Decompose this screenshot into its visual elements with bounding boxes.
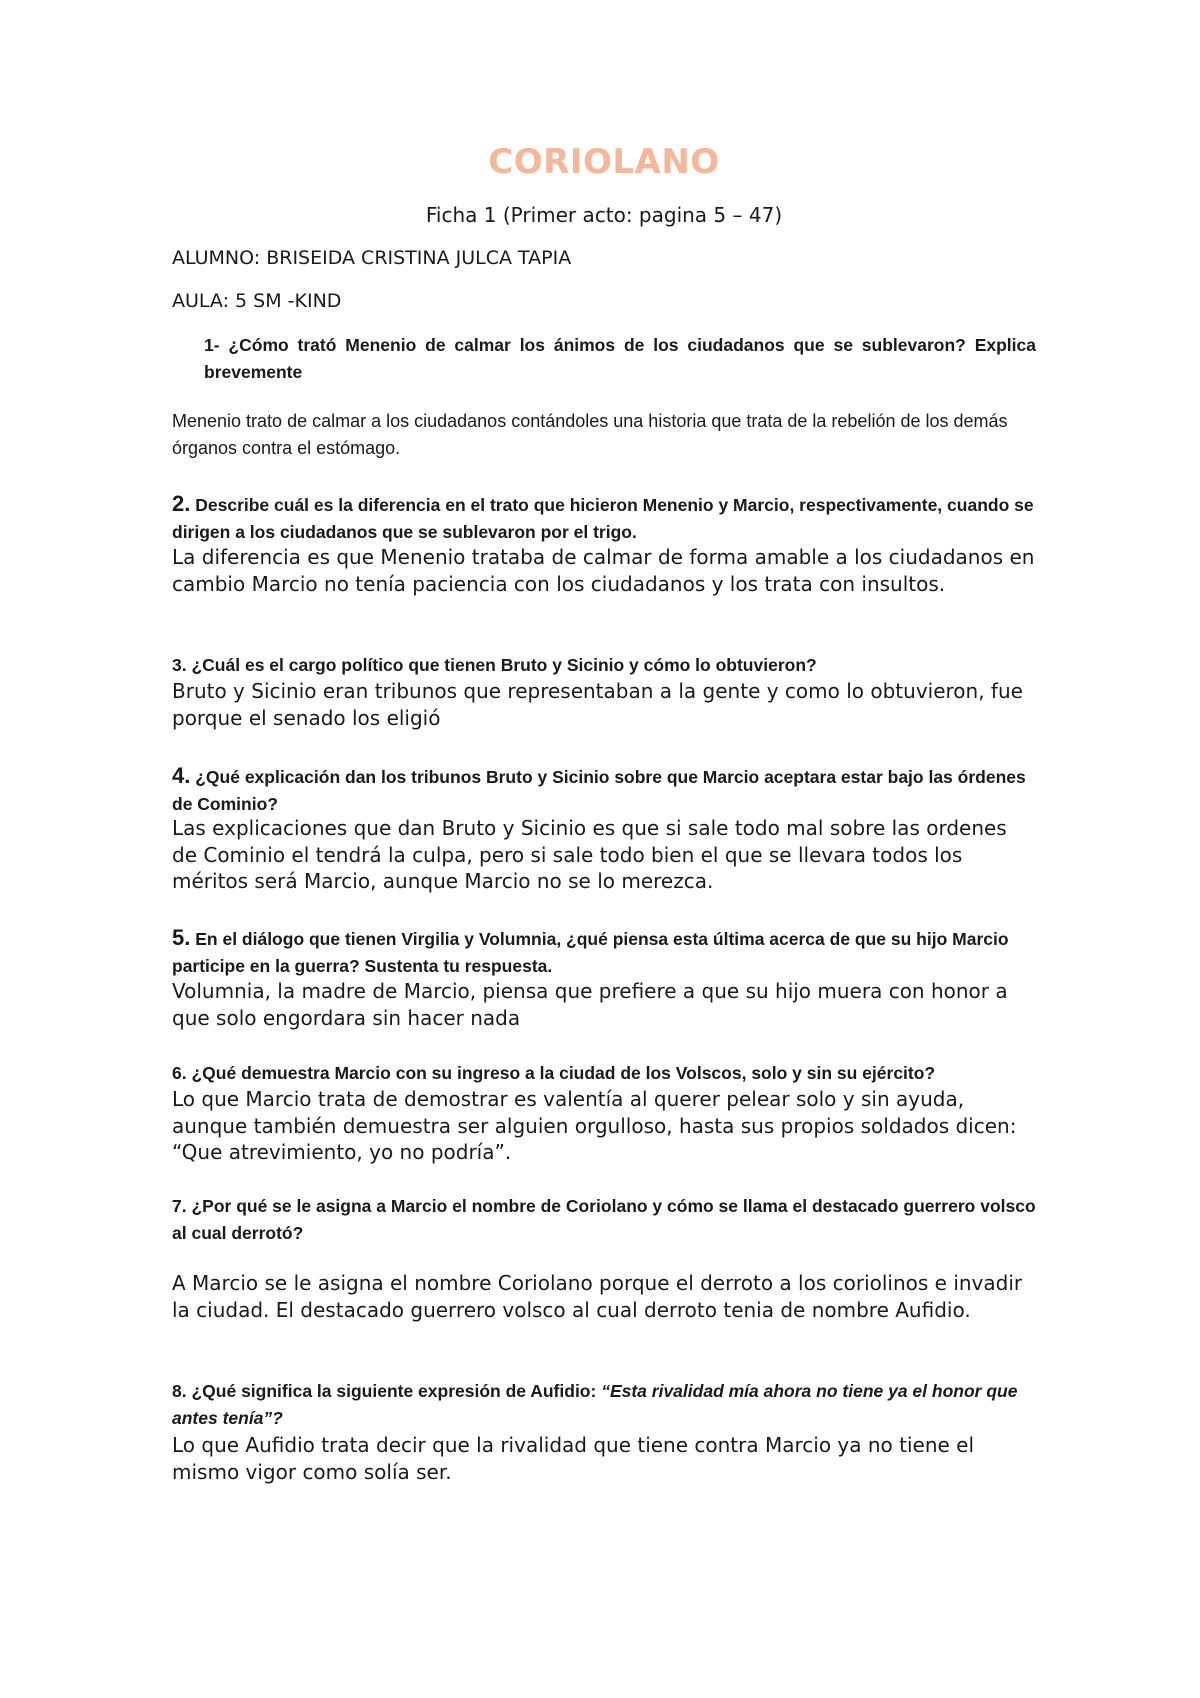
answer-1: Menenio trato de calmar a los ciudadanos contándoles una historia que trata de la rebelión de los demás órganos contra el estómago. — [172, 411, 1008, 458]
question-5 — [172, 924, 1036, 980]
question-1 — [204, 332, 1036, 386]
question-number: 5. — [172, 925, 191, 950]
question-number: 6. — [172, 1063, 187, 1083]
question-text: ¿Cuál es el cargo político que tienen Bruto y Sicinio y cómo lo obtuvieron? — [191, 655, 817, 675]
question-text: ¿Qué explicación dan los tribunos Bruto y Sicinio sobre que Marcio aceptara estar bajo las órdenes de Cominio? — [172, 767, 1026, 814]
question-number: 7. — [172, 1196, 187, 1216]
question-text: ¿Cómo trató Menenio de calmar los ánimos de los ciudadanos que se sublevaron? Explica brevemente — [204, 335, 1036, 382]
question-8 — [172, 1378, 1036, 1432]
answer-6: Lo que Marcio trata de demostrar es valentía al querer pelear solo y sin ayuda, aunque también demuestra ser alguien orgulloso, hasta sus propios soldados dicen: “Que atrevimiento, yo no podría”. — [172, 1087, 1017, 1164]
document-subtitle: Ficha 1 (Primer acto: pagina 5 – 47) — [425, 203, 783, 227]
question-number: 3. — [172, 655, 187, 675]
question-text: ¿Qué significa la siguiente expresión de Aufidio: — [191, 1381, 597, 1401]
question-text: Describe cuál es la diferencia en el trato que hicieron Menenio y Marcio, respectivamente, cuando se dirigen a los ciudadanos que se sublevaron por el trigo. — [172, 495, 1034, 542]
answer-7: A Marcio se le asigna el nombre Coriolano porque el derroto a los coriolinos e invadir la ciudad. El destacado guerrero volsco al cual derroto tenia de nombre Aufidio. — [172, 1271, 1023, 1322]
question-number: 2. — [172, 491, 191, 516]
question-text: ¿Por qué se le asigna a Marcio el nombre de Coriolano y cómo se llama el destacado guerrero volsco al cual derrotó? — [172, 1196, 1036, 1243]
question-3 — [172, 652, 1036, 679]
answer-2: La diferencia es que Menenio trataba de calmar de forma amable a los ciudadanos en cambio Marcio no tenía paciencia con los ciudadanos y los trata con insultos. — [172, 545, 1035, 596]
question-7 — [172, 1193, 1036, 1247]
question-6 — [172, 1060, 1036, 1087]
question-2 — [172, 490, 1036, 546]
question-number: 1- — [204, 335, 220, 355]
document-title: CORIOLANO — [488, 142, 720, 182]
question-text: En el diálogo que tienen Virgilia y Volumnia, ¿qué piensa esta última acerca de que su hijo Marcio participe en la guerra? Sustenta tu respuesta. — [172, 929, 1009, 976]
answer-8: Lo que Aufidio trata decir que la rivalidad que tiene contra Marcio ya no tiene el mismo vigor como solía ser. — [172, 1433, 975, 1484]
question-text: ¿Qué demuestra Marcio con su ingreso a la ciudad de los Volscos, solo y sin su ejército? — [191, 1063, 936, 1083]
answer-5: Volumnia, la madre de Marcio, piensa que prefiere a que su hijo muera con honor a que solo engordara sin hacer nada — [172, 979, 1008, 1030]
classroom: AULA: 5 SM -KIND — [172, 290, 342, 312]
student-name: ALUMNO: BRISEIDA CRISTINA JULCA TAPIA — [172, 247, 572, 269]
question-number: 4. — [172, 763, 191, 788]
question-number: 8. — [172, 1381, 187, 1401]
question-4 — [172, 762, 1036, 818]
aufidio-quote: “Esta rivalidad mía ahora no tiene ya el honor que antes tenía”? — [172, 1381, 1018, 1428]
answer-4: Las explicaciones que dan Bruto y Sicinio es que si sale todo mal sobre las ordenes de Cominio el tendrá la culpa, pero si sale todo bien el que se llevara todos los méritos será Marcio, aunque Marcio no se lo merezca. — [172, 816, 1007, 893]
answer-3: Bruto y Sicinio eran tribunos que representaban a la gente y como lo obtuvieron, fue porque el senado los eligió — [172, 679, 1023, 730]
